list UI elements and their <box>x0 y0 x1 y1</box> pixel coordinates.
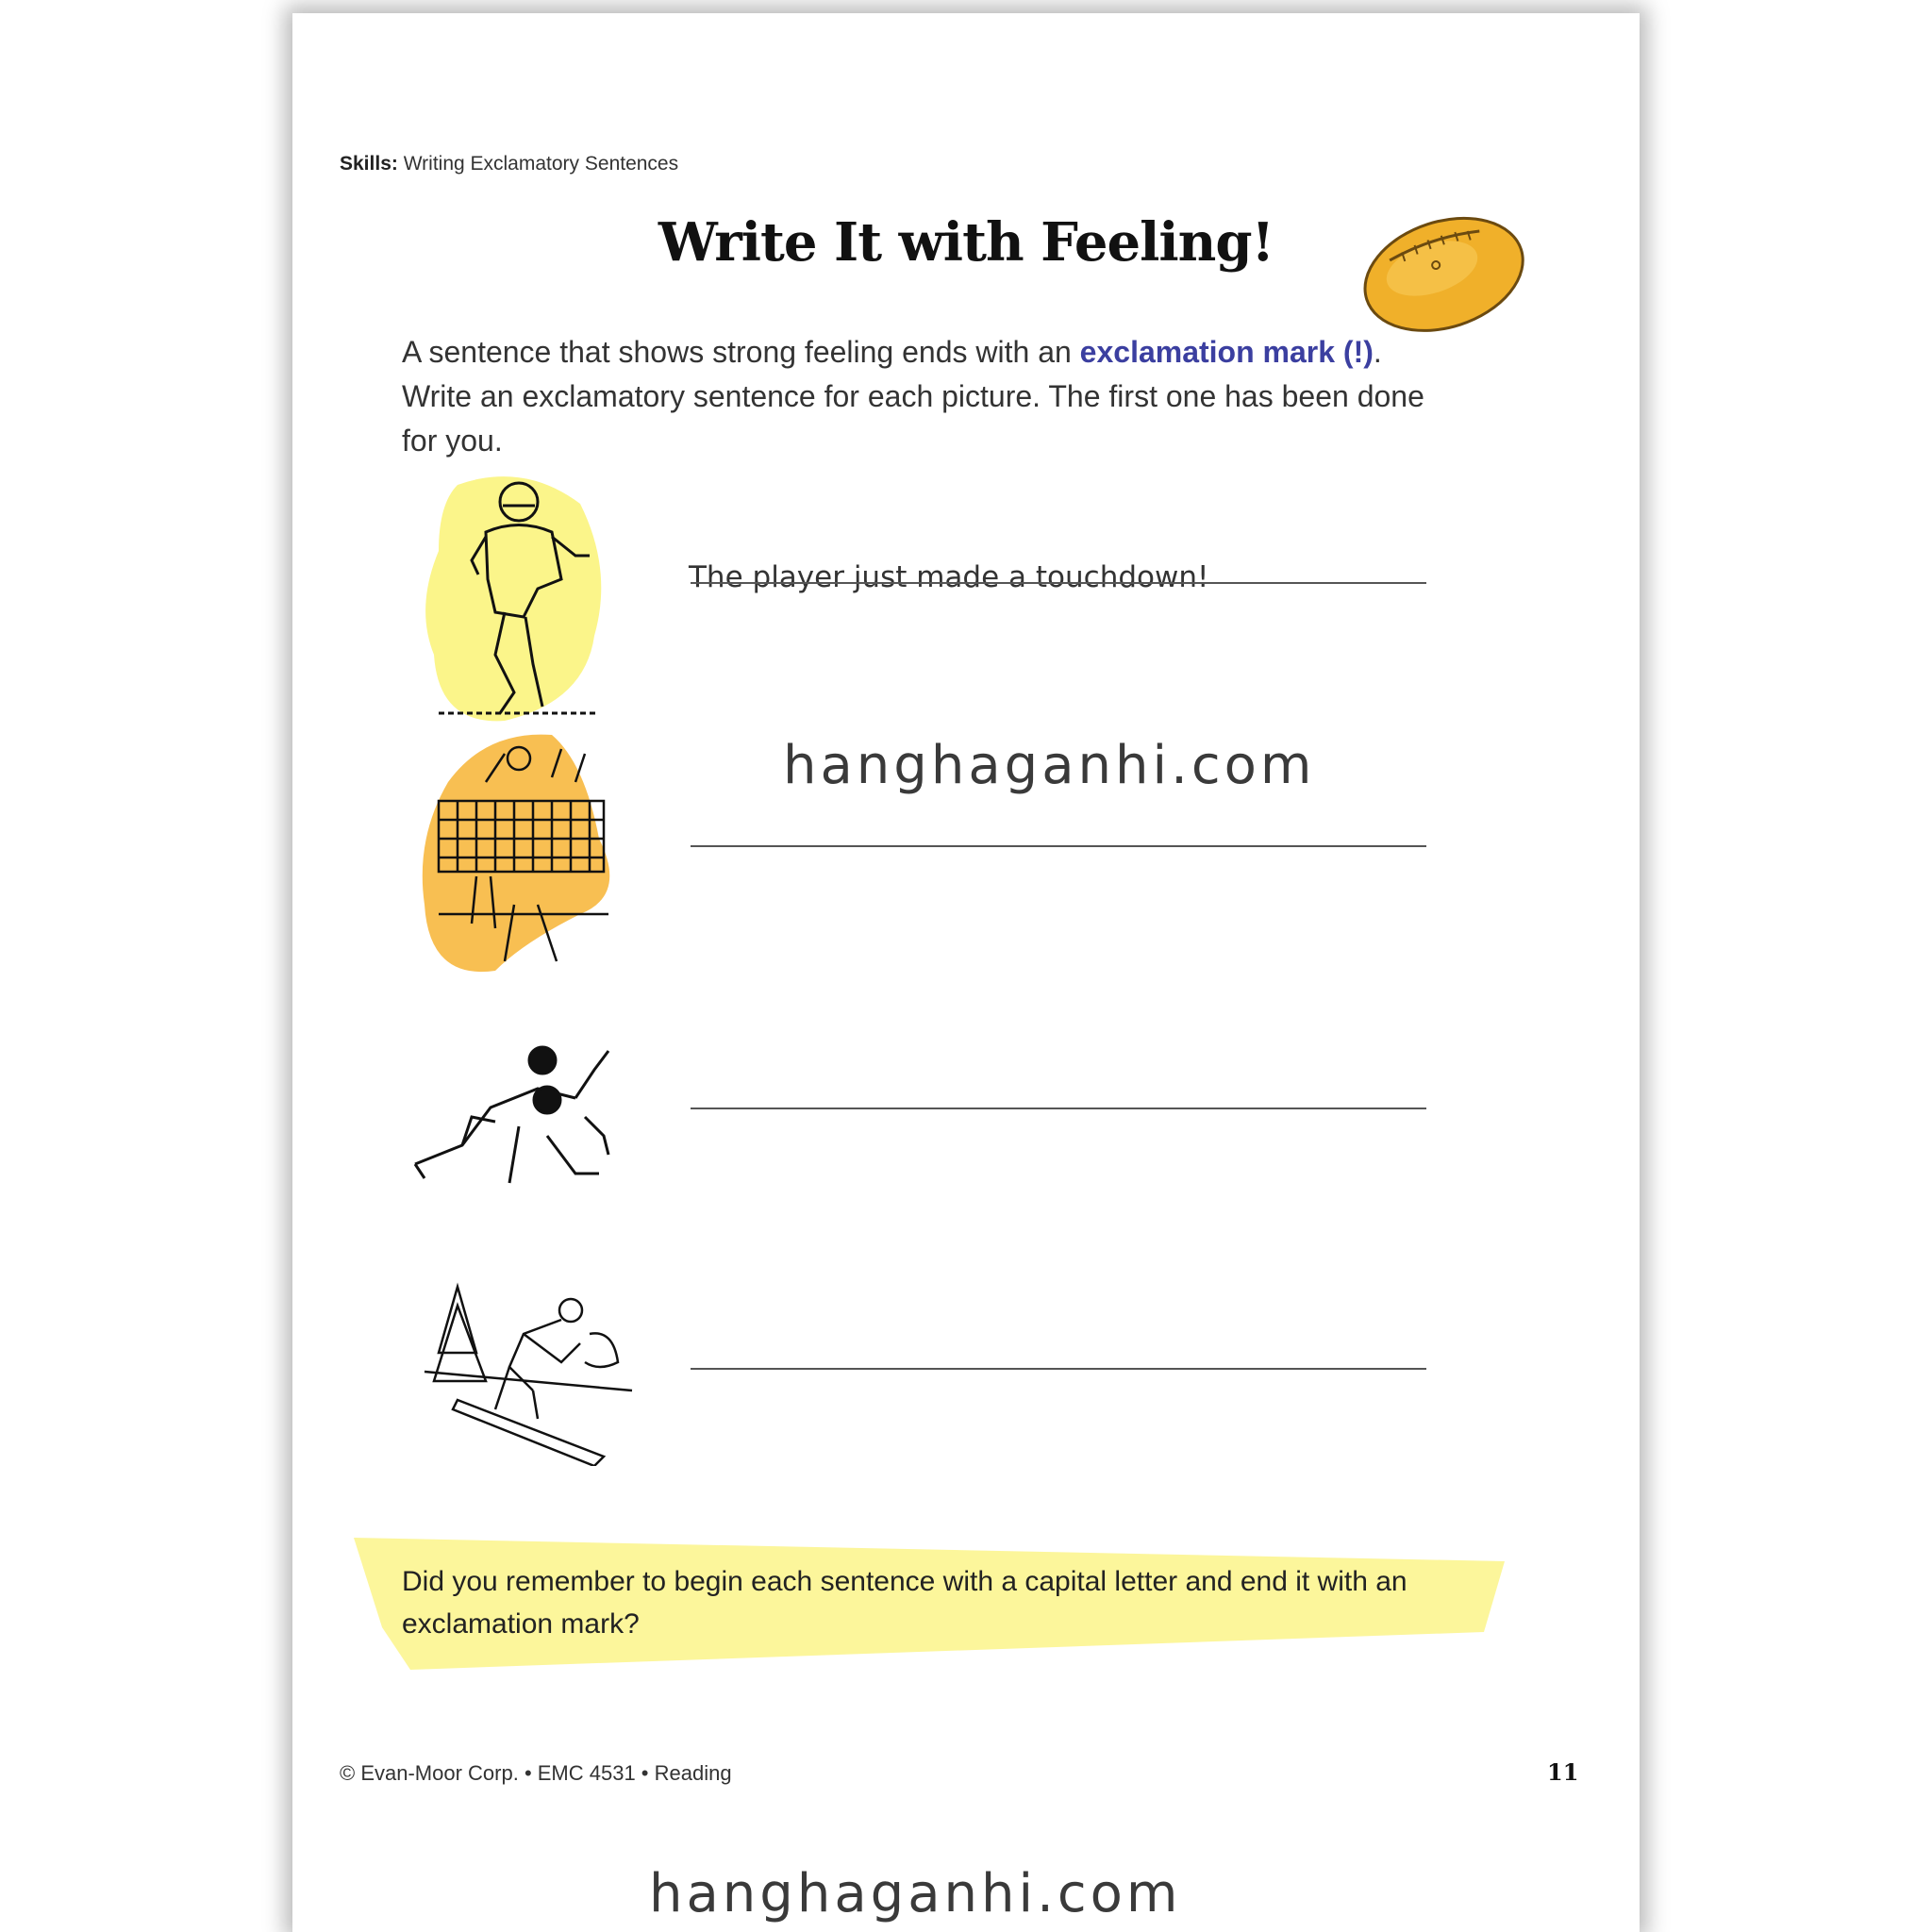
instructions-part-2: . Write an exclamatory sentence for each picture. The first one has been done for you. <box>402 335 1424 458</box>
page-title: Write It with Feeling! <box>658 211 1274 274</box>
football-player-icon <box>420 466 608 730</box>
instructions <box>402 330 1458 463</box>
football-icon <box>1358 207 1528 339</box>
watermark-bottom: hanghaganhi.com <box>649 1863 1182 1924</box>
answer-line-3 <box>691 1108 1426 1109</box>
skier-icon <box>420 1277 637 1466</box>
footer-credit: © Evan-Moor Corp. • EMC 4531 • Reading <box>340 1761 732 1785</box>
skills-text: Writing Exclamatory Sentences <box>403 153 679 175</box>
instructions-part-1: A sentence that shows strong feeling ends with an <box>402 335 1080 369</box>
example-answer: The player just made a touchdown! <box>689 560 1209 594</box>
exclamation-mark-term: exclamation mark (!) <box>1079 335 1374 369</box>
wrestlers-icon <box>406 1032 623 1192</box>
page-number: 11 <box>1547 1758 1579 1786</box>
answer-line-2 <box>691 845 1426 847</box>
skills-line <box>340 153 678 175</box>
skills-label: Skills: <box>340 153 398 175</box>
watermark-middle: hanghaganhi.com <box>783 735 1316 796</box>
reminder-text: Did you remember to begin each sentence with a capital letter and end it with an exclamation mark? <box>402 1566 1407 1640</box>
volleyball-players-icon <box>420 725 623 980</box>
answer-line-4 <box>691 1368 1426 1370</box>
answer-line-1 <box>691 582 1426 584</box>
